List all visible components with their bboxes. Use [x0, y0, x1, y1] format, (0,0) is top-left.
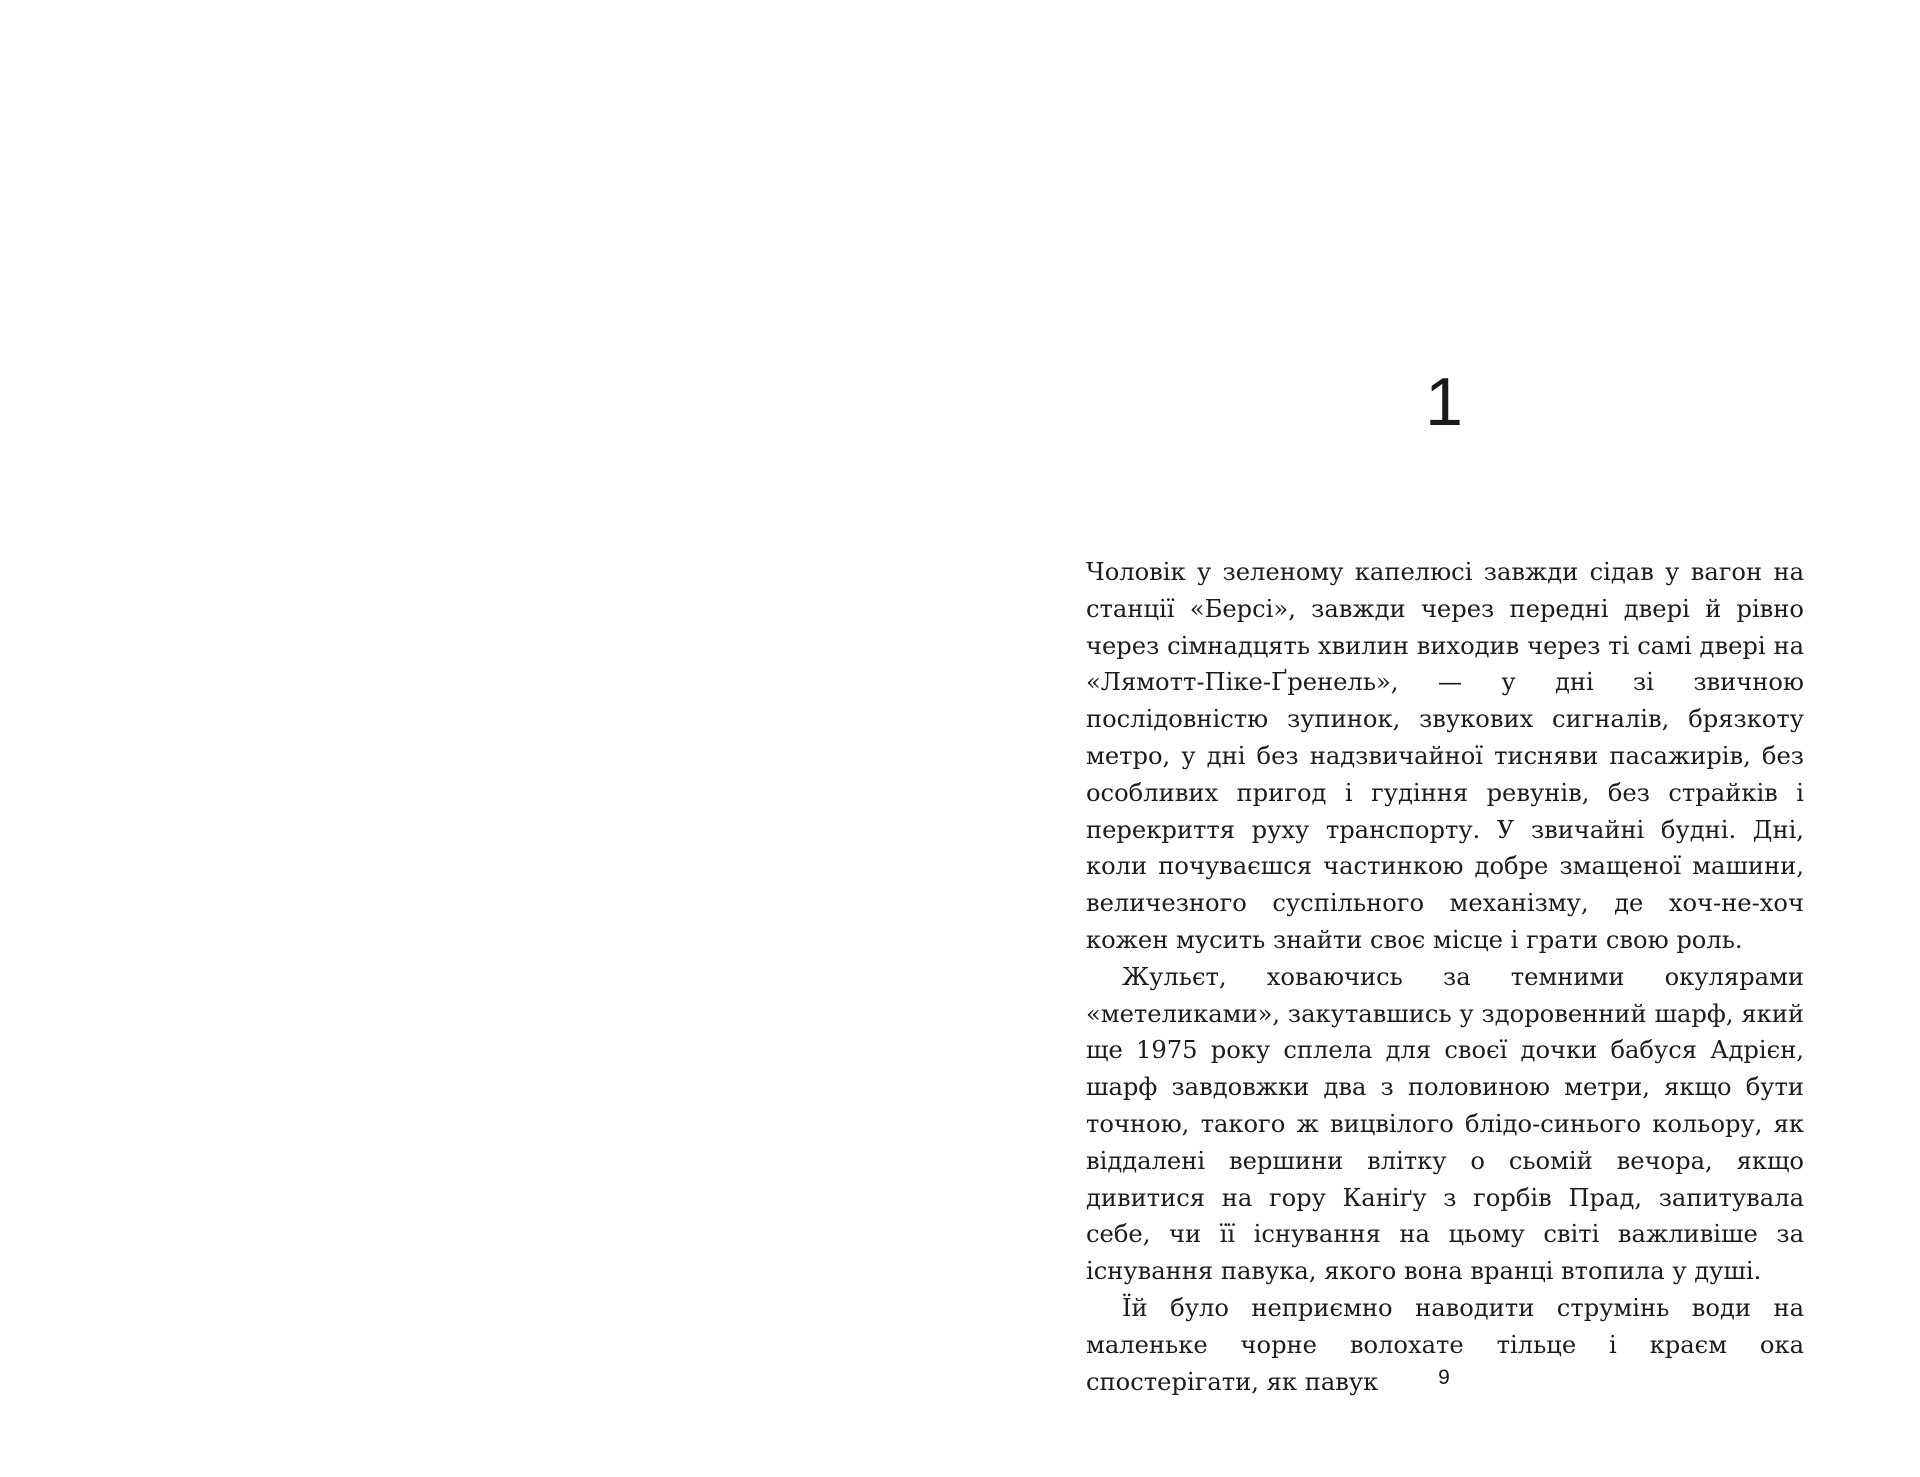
- chapter-number: 1: [1425, 364, 1463, 440]
- chapter-body-text: [1086, 554, 1804, 1400]
- paragraph-3: Їй було неприємно наводити струмінь води на маленьке чорне волохате тільце і краєм ока спостерігати, як павук: [1086, 1293, 1804, 1396]
- paragraph-1: Чоловік у зеленому капелюсі завжди сідав у вагон на станції «Берсі», завжди через передні двері й рівно через сімнадцять хвилин виходив через ті самі двері на «Лямотт-Піке-Ґренель», — у дні зі звичною послідовністю зупинок, звукових сигналів, брязкоту метро, у дні без надзвичайної тисняви пасажирів, без особливих пригод і гудіння ревунів, без страйків і перекриття руху транспорту. У звичайні будні. Дні, коли почуваєшся частинкою добре змащеної машини, величезного суспільного механізму, де хоч-не-хоч кожен мусить знайти своє місце і грати свою роль.: [1086, 558, 1804, 954]
- page-number: 9: [1438, 1366, 1450, 1389]
- paragraph-2: Жульєт, ховаючись за темними окулярами «метеликами», закутавшись у здоровенний шарф, який ще 1975 року сплела для своєї дочки бабуся Адрієн, шарф завдовжки два з половиною метри, якщо бути точною, такого ж вицвілого блідо-синього кольору, як віддалені вершини влітку о сьомій вечора, якщо дивитися на гору Каніґу з горбів Прад, запитувала себе, чи її існування на цьому світі важливіше за існування павука, якого вона вранці втопила у душі.: [1086, 962, 1804, 1286]
